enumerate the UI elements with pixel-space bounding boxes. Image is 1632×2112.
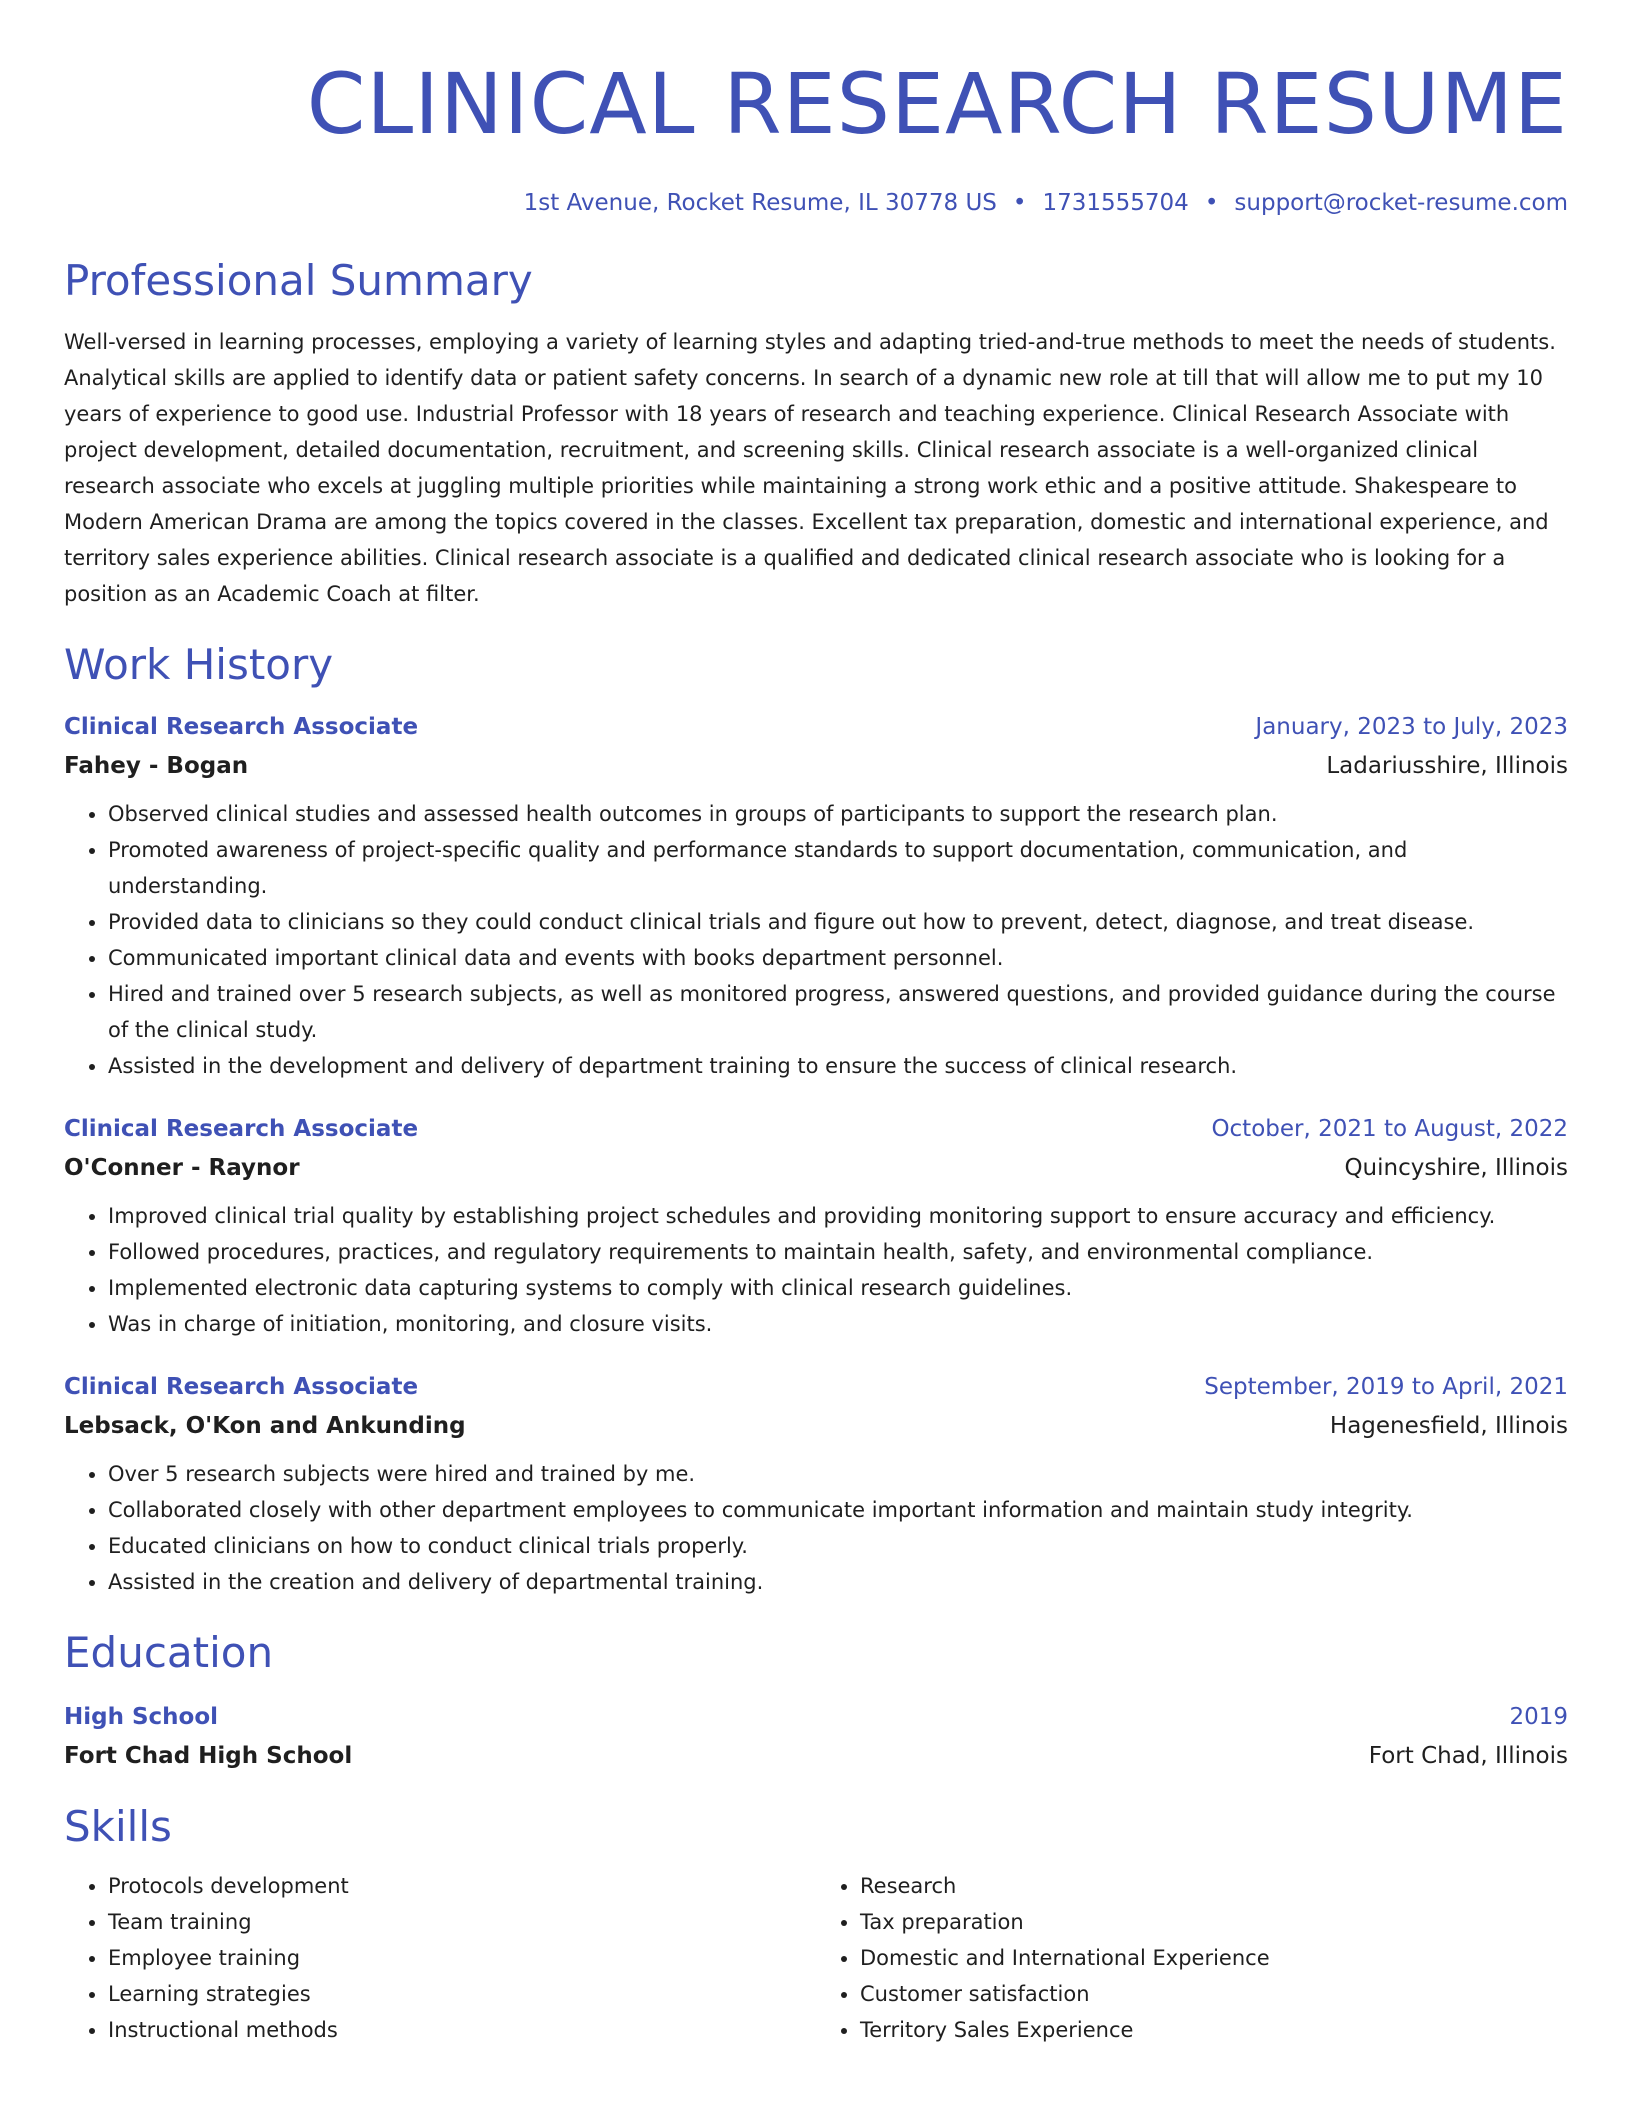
education-entry — [64, 1698, 1568, 1776]
skill-item: • Territory Sales Experience — [860, 2012, 1568, 2048]
contact-line — [64, 188, 1568, 218]
job-bullets — [64, 1198, 1568, 1342]
job-bullet: • Hired and trained over 5 research subjects, as well as monitored progress, answered questions, and provided guidance during the course of the clinical study. — [108, 976, 1568, 1048]
job-employer: Fahey - Bogan — [64, 753, 249, 779]
education-school: Fort Chad High School — [64, 1743, 353, 1769]
job-entry — [64, 1110, 1568, 1342]
section-title-summary: Professional Summary — [64, 256, 533, 305]
education-degree: High School — [64, 1704, 219, 1730]
education-location: Fort Chad, Illinois — [1368, 1743, 1568, 1769]
job-location: Hagenesfield, Illinois — [1329, 1413, 1568, 1439]
job-dates: September, 2019 to April, 2021 — [1204, 1374, 1568, 1400]
section-title-work-history: Work History — [64, 640, 334, 689]
contact-separator: • — [1204, 190, 1219, 216]
skill-item: • Research — [860, 1868, 1568, 1904]
contact-phone: 1731555704 — [1042, 190, 1189, 216]
job-location: Ladariusshire, Illinois — [1326, 753, 1568, 779]
summary-text: Well-versed in learning processes, employing a variety of learning styles and adapting tried-and-true methods to meet the needs of students. Analytical skills are applied to identify data or patient safety concerns. In search of a dynamic new role at till that will allow me to put my 10 years of experience to good use. Industrial Professor with 18 years of research and teaching experience. Clinical Research Associate with project development, detailed documentation, recruitment, and screening skills. Clinical research associate is a well-organized clinical research associate who excels at juggling multiple priorities while maintaining a strong work ethic and a positive attitude. Shakespeare to Modern American Drama are among the topics covered in the classes. Excellent tax preparation, domestic and international experience, and territory sales experience abilities. Clinical research associate is a qualified and dedicated clinical research associate who is looking for a position as an Academic Coach at filter. — [64, 330, 1556, 606]
job-bullet: • Implemented electronic data capturing systems to comply with clinical research guidelines. — [108, 1270, 1568, 1306]
skills-column-left — [64, 1868, 816, 2048]
job-dates: January, 2023 to July, 2023 — [1255, 714, 1568, 740]
job-bullet: • Observed clinical studies and assessed health outcomes in groups of participants to support the research plan. — [108, 796, 1568, 832]
job-location: Quincyshire, Illinois — [1344, 1155, 1568, 1181]
job-title: Clinical Research Associate — [64, 1374, 419, 1400]
job-bullet: • Educated clinicians on how to conduct clinical trials properly. — [108, 1528, 1568, 1564]
education-header-row — [64, 1698, 1568, 1736]
job-bullet: • Communicated important clinical data and events with books department personnel. — [108, 940, 1568, 976]
section-title-skills: Skills — [64, 1802, 172, 1851]
skill-item: • Instructional methods — [108, 2012, 816, 2048]
job-bullets — [64, 1456, 1568, 1600]
skill-item: • Employee training — [108, 1940, 816, 1976]
job-entry — [64, 1368, 1568, 1600]
job-employer: Lebsack, O'Kon and Ankunding — [64, 1413, 466, 1439]
skills-list — [816, 1868, 1568, 2048]
job-employer: O'Conner - Raynor — [64, 1155, 300, 1181]
job-bullet: • Collaborated closely with other department employees to communicate important information and maintain study integrity. — [108, 1492, 1568, 1528]
contact-email: support@rocket-resume.com — [1234, 190, 1568, 216]
job-title: Clinical Research Associate — [64, 714, 419, 740]
skill-item: • Tax preparation — [860, 1904, 1568, 1940]
skills-list — [64, 1868, 816, 2048]
skill-item: • Protocols development — [108, 1868, 816, 1904]
job-employer-row — [64, 1148, 1568, 1188]
job-employer-row — [64, 746, 1568, 786]
job-bullet: • Followed procedures, practices, and regulatory requirements to maintain health, safety, and environmental compliance. — [108, 1234, 1568, 1270]
job-bullet: • Over 5 research subjects were hired and trained by me. — [108, 1456, 1568, 1492]
resume-header — [64, 0, 1568, 218]
education-year: 2019 — [1509, 1704, 1568, 1730]
skills-grid — [64, 1868, 1568, 2048]
job-bullet: • Provided data to clinicians so they could conduct clinical trials and figure out how to prevent, detect, diagnose, and treat disease. — [108, 904, 1568, 940]
job-bullet: • Was in charge of initiation, monitoring, and closure visits. — [108, 1306, 1568, 1342]
job-bullet: • Promoted awareness of project-specific quality and performance standards to support documentation, communication, and understanding. — [108, 832, 1568, 904]
job-header-row — [64, 708, 1568, 746]
job-header-row — [64, 1110, 1568, 1148]
resume-title: CLINICAL RESEARCH RESUME — [306, 55, 1568, 153]
job-bullet: • Assisted in the development and delivery of department training to ensure the success of clinical research. — [108, 1048, 1568, 1084]
skill-item: • Team training — [108, 1904, 816, 1940]
contact-separator: • — [1012, 190, 1027, 216]
contact-address: 1st Avenue, Rocket Resume, IL 30778 US — [523, 190, 997, 216]
job-title: Clinical Research Associate — [64, 1116, 419, 1142]
job-bullet: • Improved clinical trial quality by establishing project schedules and providing monitoring support to ensure accuracy and efficiency. — [108, 1198, 1568, 1234]
section-title-education: Education — [64, 1628, 274, 1677]
job-employer-row — [64, 1406, 1568, 1446]
job-bullets — [64, 796, 1568, 1084]
skill-item: • Learning strategies — [108, 1976, 816, 2012]
education-school-row — [64, 1736, 1568, 1776]
job-bullet: • Assisted in the creation and delivery of departmental training. — [108, 1564, 1568, 1600]
job-header-row — [64, 1368, 1568, 1406]
job-dates: October, 2021 to August, 2022 — [1211, 1116, 1568, 1142]
skills-column-right — [816, 1868, 1568, 2048]
skill-item: • Customer satisfaction — [860, 1976, 1568, 2012]
skill-item: • Domestic and International Experience — [860, 1940, 1568, 1976]
job-entry — [64, 708, 1568, 1084]
